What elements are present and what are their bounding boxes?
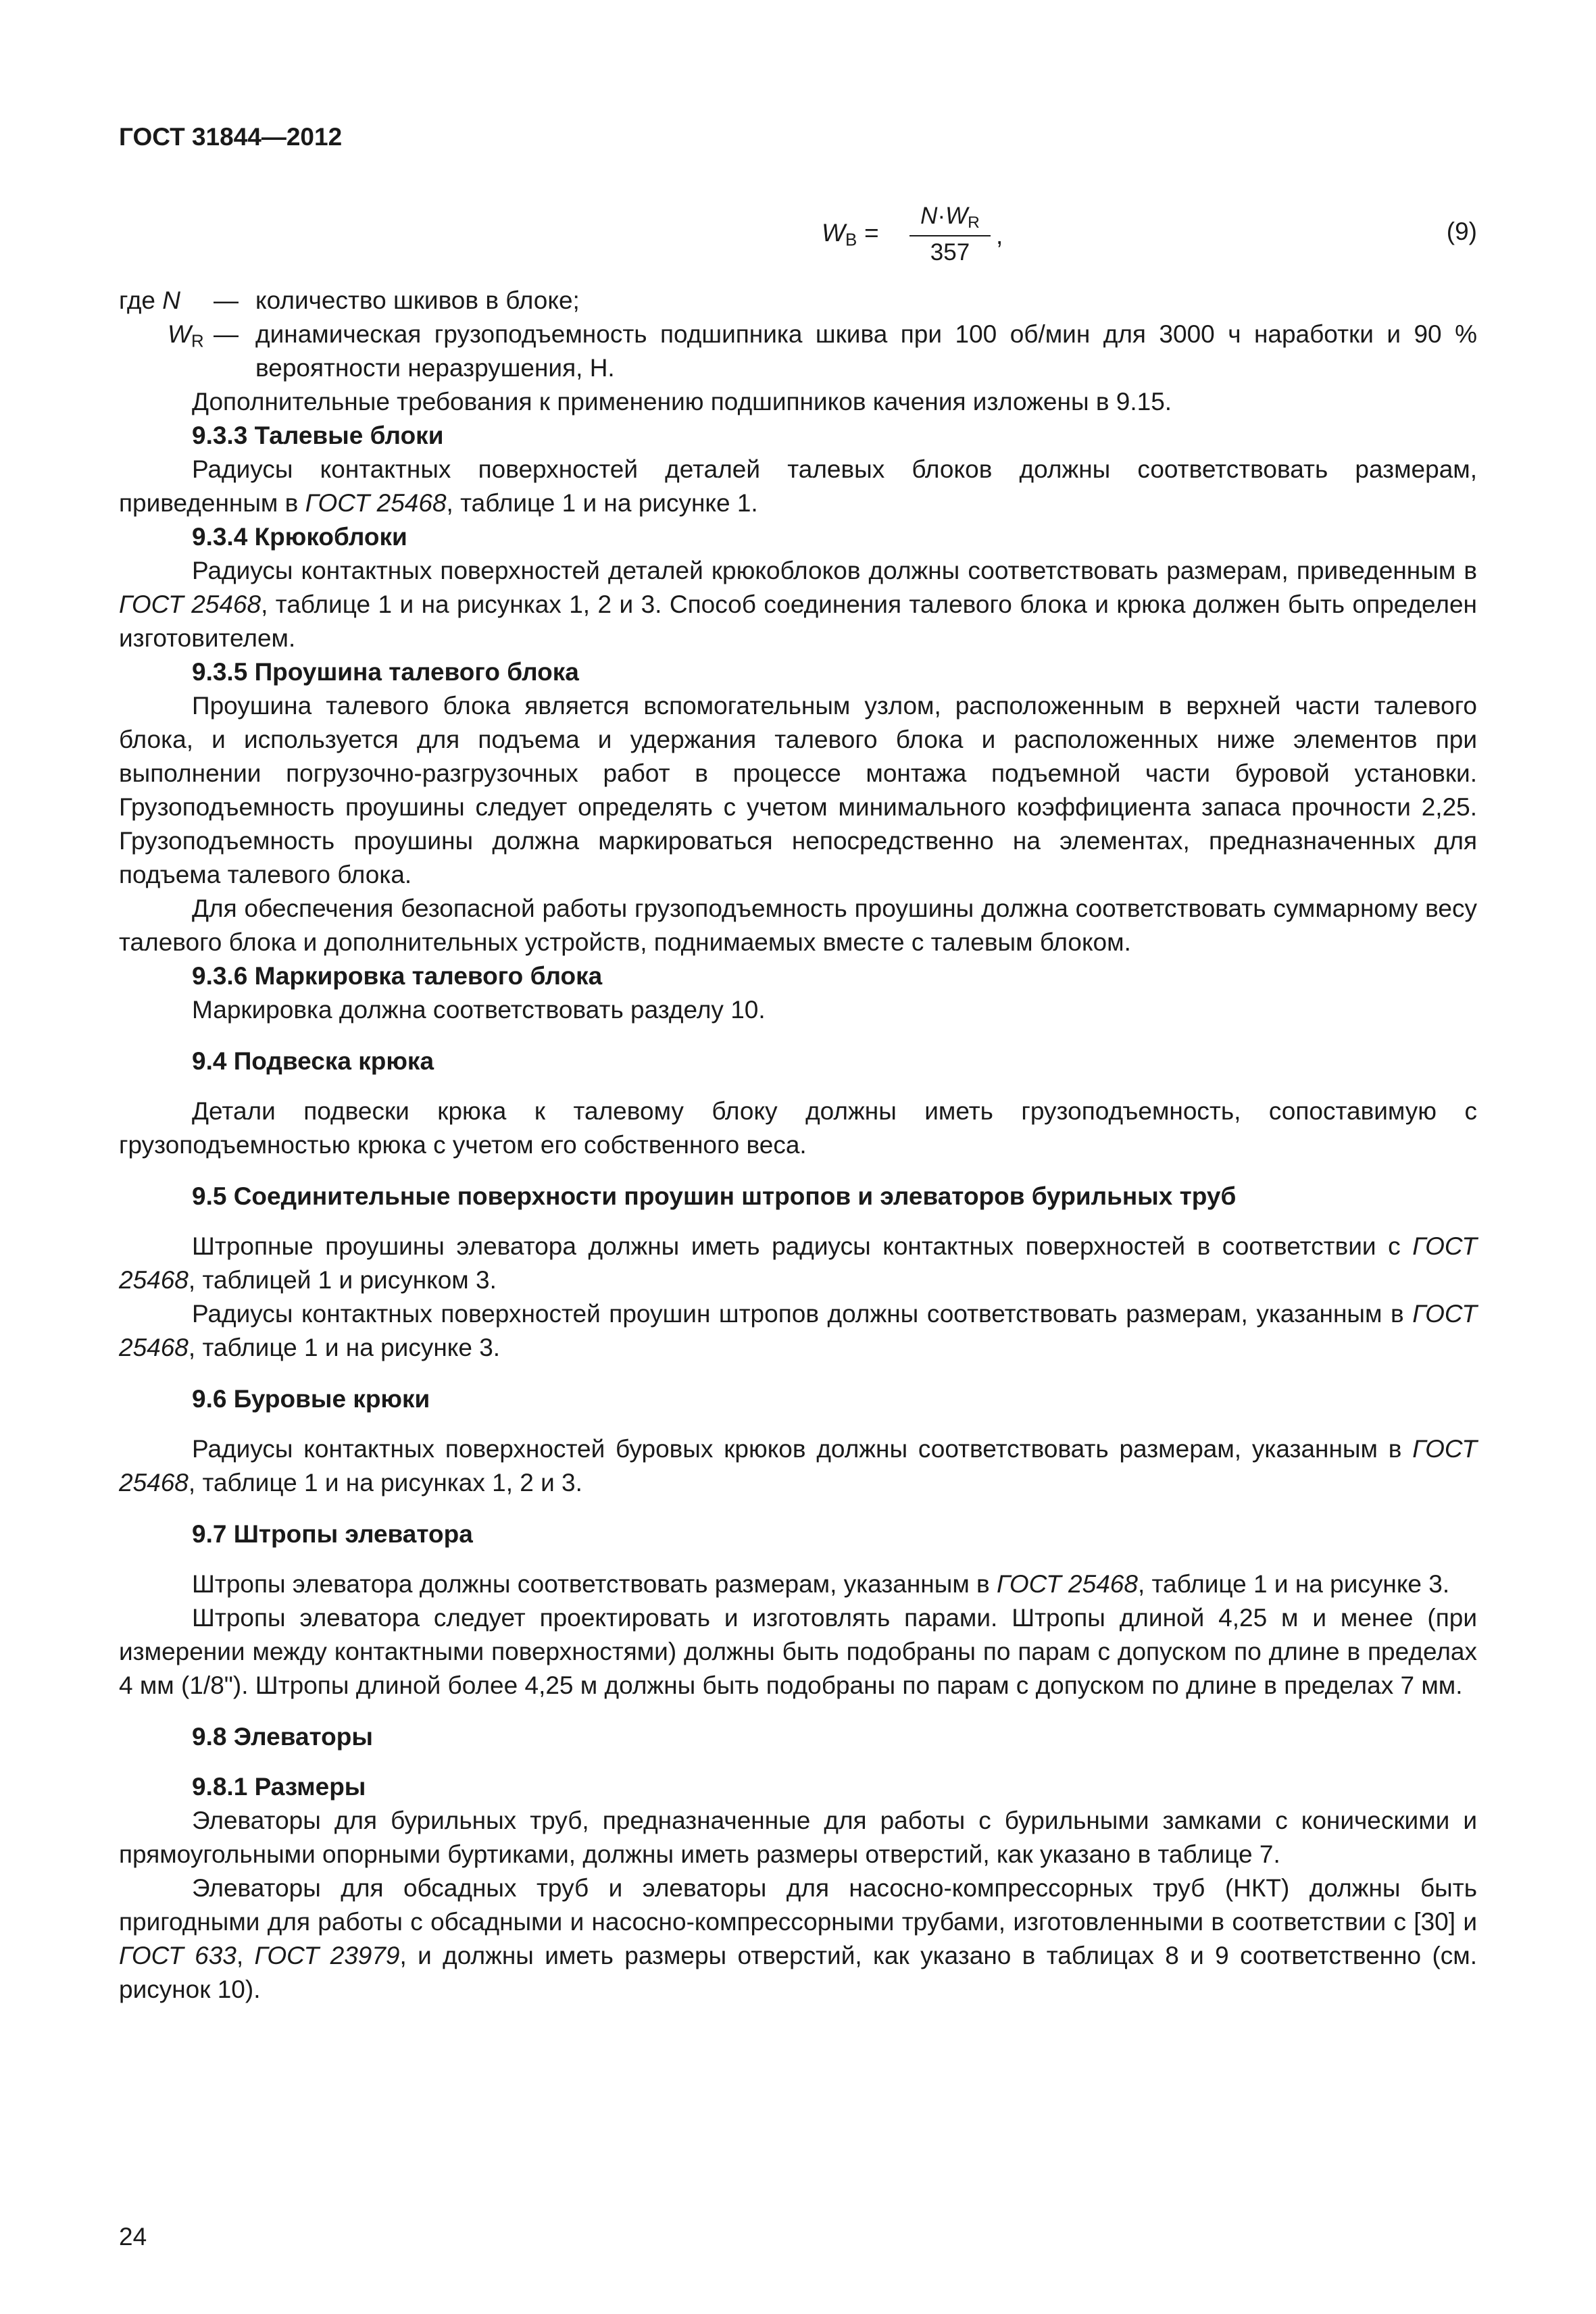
standard-reference: ГОСТ 25468 [119,1300,1477,1361]
section-heading-9-5: 9.5 Соединительные поверхности проушин штропов и элеваторов бурильных труб [192,1182,1237,1210]
standard-reference: ГОСТ 633 [119,1942,236,1969]
section-heading-9-3-5: 9.3.5 Проушина талевого блока [192,658,579,686]
paragraph: Радиусы контактных поверхностей деталей крюкоблоков должны соответствовать размерам, приведенным в ГОСТ 25468, таблице 1 и на рисунках 1, 2 и 3. Способ соединения талевого блока и крюка должен быть определен изготовителем. [119,557,1477,652]
definition-text: динамическая грузоподъемность подшипника шкива при 100 об/мин для 3000 ч наработки и 90 % вероятности неразрушения, Н. [255,320,1477,382]
standard-reference: ГОСТ 25468 [997,1570,1138,1598]
equation-number: (9) [1446,218,1477,245]
formula-numerator: $N\cdot W_R$ [920,203,980,232]
section-heading-9-4: 9.4 Подвеска крюка [192,1047,434,1075]
paragraph: Элеваторы для обсадных труб и элеваторы для насосно-компрессорных труб (НКТ) должны быть пригодными для работы с обсадными и насосно-компрессорными трубами, изготовленными в соответствии с [30] и ГОСТ 633, ГОСТ 23979, и должны иметь размеры отверстий, как указано в таблицах 8 и 9 соответственно (см. рисунок 10). [119,1874,1477,2003]
page-number: 24 [119,2223,147,2250]
definition-wr: $W_R$ — динамическая грузоподъемность подшипника шкива при 100 об/мин для 3000 ч наработки и 90 % вероятности неразрушения, Н. [119,318,1477,385]
section-heading-9-3-4: 9.3.4 Крюкоблоки [192,523,407,551]
paragraph: Штропы элеватора следует проектировать и изготовлять парами. Штропы длиной 4,25 м и менее (при измерении между контактными поверхностями) должны быть подобраны по парам с допуском по длине в пределах 4 мм (1/8"). Штропы длиной более 4,25 м должны быть подобраны по парам с допуском по длине в пределах 7 мм. [119,1604,1477,1699]
paragraph: Радиусы контактных поверхностей деталей талевых блоков должны соответствовать размерам, приведенным в ГОСТ 25468, таблице 1 и на рисунке 1. [119,455,1477,517]
definition-n: где N — количество шкивов в блоке; [119,284,1477,318]
section-heading-9-6: 9.6 Буровые крюки [192,1385,430,1413]
paragraph: Радиусы контактных поверхностей проушин штропов должны соответствовать размерам, указанным в ГОСТ 25468, таблице 1 и на рисунке 3. [119,1300,1477,1361]
formula-lhs: $W_B$ = [822,219,879,250]
standard-reference: ГОСТ 25468 [119,1232,1477,1294]
paragraph: Элеваторы для бурильных труб, предназначенные для работы с бурильными замками с коническими и прямоугольными опорными буртиками, должны иметь размеры отверстий, как указано в таблице 7. [119,1807,1477,1868]
section-heading-9-3-6: 9.3.6 Маркировка талевого блока [192,962,603,990]
standard-reference: ГОСТ 25468 [119,1435,1477,1496]
section-heading-9-7: 9.7 Штропы элеватора [192,1520,473,1548]
fraction-bar [909,235,991,236]
document-body [119,284,1477,2007]
paragraph: Дополнительные требования к применению подшипников качения изложены в 9.15. [192,388,1172,416]
section-heading-9-8-1: 9.8.1 Размеры [192,1773,366,1801]
paragraph: Радиусы контактных поверхностей буровых крюков должны соответствовать размерам, указанным в ГОСТ 25468, таблице 1 и на рисунках 1, 2 и 3. [119,1435,1477,1496]
standard-reference: ГОСТ 25468 [305,489,447,517]
paragraph: Детали подвески крюка к талевому блоку должны иметь грузоподъемность, сопоставимую с грузоподъемностью крюка с учетом его собственного веса. [119,1097,1477,1159]
formula-fraction [909,203,991,266]
section-heading-9-3-3: 9.3.3 Талевые блоки [192,422,444,449]
section-heading-9-8: 9.8 Элеваторы [192,1723,373,1751]
definition-text: количество шкивов в блоке; [255,286,580,314]
paragraph: Проушина талевого блока является вспомогательным узлом, расположенным в верхней части талевого блока, и используется для подъема и удержания талевого блока и расположенных ниже элементов при выполнении погрузочно-разгрузочных работ в процессе монтажа подъемной части буровой установки. Грузоподъемность проушины следует определять с учетом минимального коэффициента запаса прочности 2,25. Грузоподъемность проушины должна маркироваться непосредственно на элементах, предназначенных для подъема талевого блока. [119,692,1477,888]
document-header: ГОСТ 31844—2012 [119,123,343,151]
where-label: где N [119,286,181,314]
paragraph: Маркировка должна соответствовать разделу 10. [192,996,766,1024]
standard-reference: ГОСТ 25468 [119,590,261,618]
paragraph: Штропные проушины элеватора должны иметь радиусы контактных поверхностей в соответствии с ГОСТ 25468, таблицей 1 и рисунком 3. [119,1232,1477,1294]
definition-term: $W_R$ [168,320,204,351]
formula-comma: , [996,222,1003,249]
paragraph: Для обеспечения безопасной работы грузоподъемность проушины должна соответствовать суммарному весу талевого блока и дополнительных устройств, поднимаемых вместе с талевым блоком. [119,895,1477,956]
standard-reference: ГОСТ 23979 [254,1942,400,1969]
formula-denominator: 357 [930,239,970,266]
paragraph: Штропы элеватора должны соответствовать размерам, указанным в ГОСТ 25468, таблице 1 и на рисунке 3. [192,1570,1450,1598]
